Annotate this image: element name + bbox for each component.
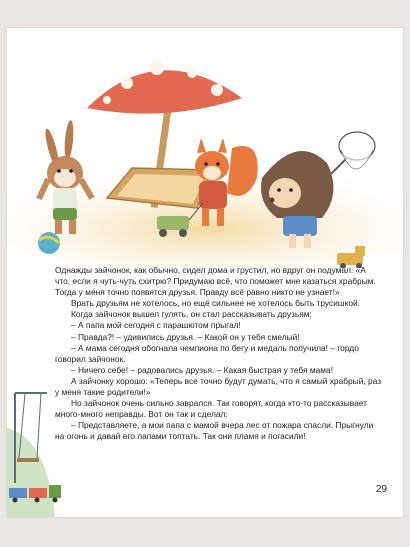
story-text <box>55 265 383 443</box>
paragraph: Врать друзьям не хотелось, но ещё сильнее не хотелось быть трусишкой. <box>71 298 361 309</box>
paragraph: Но зайчонок очень сильно заврался. Так говорят, когда кто-то рассказывает много-много неправды. Вот он так и сделал: <box>55 398 367 420</box>
paragraph: – А мама сегодня обогнала чемпиона по бегу и медаль получила! – гордо говорил зайчонок. <box>55 342 359 364</box>
paragraph: Когда зайчонок вышел гулять, он стал рассказывать друзьям: <box>71 309 312 320</box>
paragraph: Однажды зайчонок, как обычно, сидел дома и грустил, но вдруг он подумал: «А что, если я чуть-чуть схитрю? Придумаю всё, что поможет мне казаться храбрым. Тогда у меня точно появятся друзья. Правду всё равно никто не узнает!» <box>55 265 376 298</box>
top-illustration <box>7 28 403 268</box>
paragraph: А зайчонку хорошо: «Теперь все точно будут думать, что я самый храбрый, раз у меня такие родители!» <box>55 375 382 398</box>
page-number: 29 <box>375 484 387 495</box>
paragraph: – А папа мой сегодня с парашютом прыгал! <box>71 320 241 331</box>
paragraph: – Ничего себе! – радовались друзья. – Какая быстрая у тебя мама! <box>71 364 334 375</box>
paragraph: – Представляете, а мои папа с мамой вчера лес от пожара спасли. Прыгнули на огонь и давай его лапами топтать. Так они пламя и погасили! <box>55 420 374 442</box>
book-page <box>7 28 403 517</box>
paragraph: – Правда?! – удивились друзья. – Какой он у тебя смелый! <box>71 331 300 342</box>
ball <box>38 232 60 254</box>
